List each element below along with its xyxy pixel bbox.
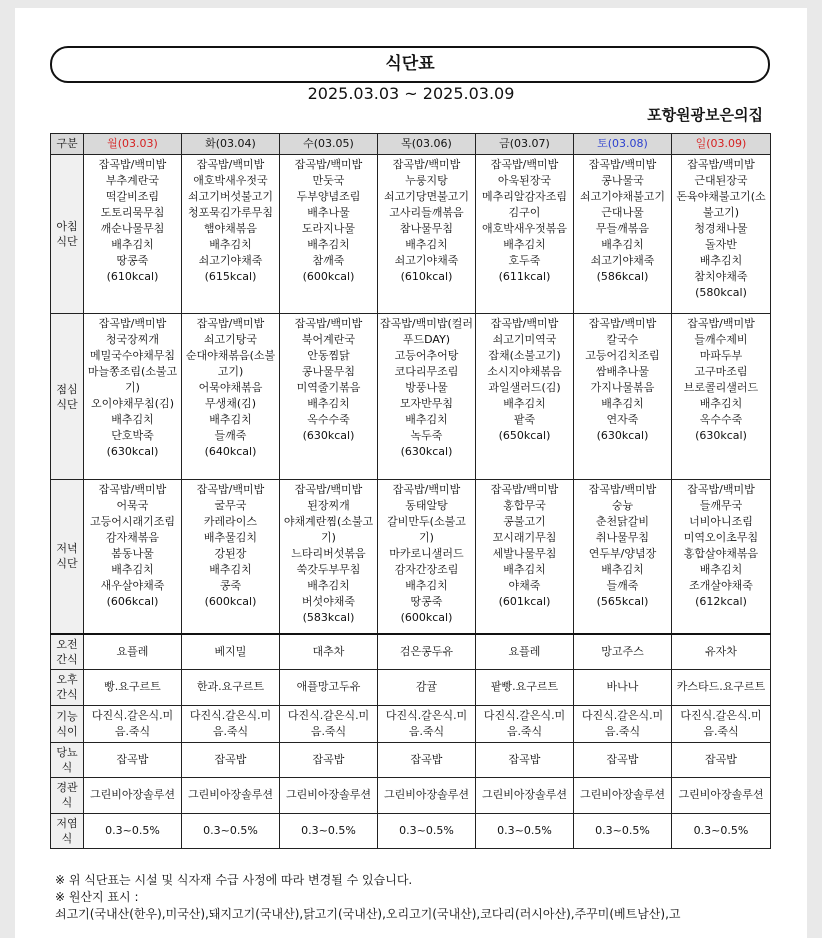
weekly-menu-table [50, 133, 771, 849]
menu-cell: 잡곡밥/백미밥 애호박새우젓국 쇠고기버섯불고기 청포묵김가루무침 햄야채볶음 배추김치 쇠고기야채죽 (615kcal) [182, 155, 280, 314]
menu-row-dinner [51, 480, 771, 634]
menu-cell: 잡곡밥 [280, 742, 378, 777]
menu-cell: 그린비아장솔루션 [280, 777, 378, 813]
row-label: 경관 식 [51, 777, 84, 813]
menu-cell: 0.3~0.5% [84, 813, 182, 848]
row-label: 오후 간식 [51, 669, 84, 705]
menu-cell: 잡곡밥/백미밥 만둣국 두부양념조림 배추나물 도라지나물 배추김치 참깨죽 (600kcal) [280, 155, 378, 314]
menu-cell: 다진식.갈은식.미음.죽식 [574, 705, 672, 742]
menu-cell: 다진식.갈은식.미음.죽식 [672, 705, 771, 742]
day-header-mon: 월(03.03) [84, 134, 182, 155]
menu-cell: 그린비아장솔루션 [672, 777, 771, 813]
day-header-sat: 토(03.08) [574, 134, 672, 155]
menu-cell: 잡곡밥 [574, 742, 672, 777]
menu-cell: 그린비아장솔루션 [378, 777, 476, 813]
menu-cell: 그린비아장솔루션 [182, 777, 280, 813]
menu-cell: 잡곡밥 [476, 742, 574, 777]
menu-cell: 그린비아장솔루션 [574, 777, 672, 813]
menu-cell: 요플레 [84, 634, 182, 670]
menu-cell: 잡곡밥/백미밥 숭늉 춘천닭갈비 취나물무침 연두부/양념장 배추김치 들깨죽 (565kcal) [574, 480, 672, 634]
menu-cell: 대추차 [280, 634, 378, 670]
menu-cell: 검은콩두유 [378, 634, 476, 670]
menu-cell: 바나나 [574, 669, 672, 705]
day-header-tue: 화(03.04) [182, 134, 280, 155]
row-label: 저염 식 [51, 813, 84, 848]
menu-cell: 그린비아장솔루션 [476, 777, 574, 813]
menu-cell: 잡곡밥/백미밥 쇠고기탕국 순대야채볶음(소불고기) 어묵야채볶음 무생채(김) 배추김치 들깨죽 (640kcal) [182, 314, 280, 480]
menu-cell: 베지밀 [182, 634, 280, 670]
menu-cell: 0.3~0.5% [280, 813, 378, 848]
menu-cell: 잡곡밥 [672, 742, 771, 777]
note-origin-heading: ※ 원산지 표시 : [55, 890, 139, 904]
menu-row-morning-snack [51, 634, 771, 670]
menu-cell: 잡곡밥/백미밥 북어계란국 안동찜닭 콩나물무침 미역줄기볶음 배추김치 옥수수죽 (630kcal) [280, 314, 378, 480]
menu-cell: 그린비아장솔루션 [84, 777, 182, 813]
menu-period: 2025.03.03 ~ 2025.03.09 [307, 84, 515, 103]
menu-cell: 잡곡밥/백미밥(컬러푸드DAY) 고등어추어탕 코다리무조림 방풍나물 모자반무침 배추김치 녹두죽 (630kcal) [378, 314, 476, 480]
menu-row-tube-feeding [51, 777, 771, 813]
menu-cell: 빵.요구르트 [84, 669, 182, 705]
menu-row-special-diet [51, 705, 771, 742]
menu-cell: 잡곡밥/백미밥 청국장찌개 메밀국수야채무침 마늘쫑조림(소불고기) 오이야채무침(김) 배추김치 단호박죽 (630kcal) [84, 314, 182, 480]
organization-name: 포항원광보은의집 [647, 106, 763, 124]
menu-cell: 망고주스 [574, 634, 672, 670]
menu-row-lunch [51, 314, 771, 480]
menu-cell: 잡곡밥/백미밥 들깨무국 너비아니조림 미역오이초무침 홍합살야채볶음 배추김치 조개살야채죽 (612kcal) [672, 480, 771, 634]
menu-cell: 카스타드.요구르트 [672, 669, 771, 705]
note-change-notice: ※ 위 식단표는 시설 및 식자재 수급 사정에 따라 변경될 수 있습니다. [55, 873, 413, 887]
day-header-sun: 일(03.09) [672, 134, 771, 155]
menu-document-page [15, 8, 807, 938]
row-label: 아침 식단 [51, 155, 84, 314]
menu-cell: 잡곡밥/백미밥 칼국수 고등어김치조림 쌈배추나물 가지나물볶음 배추김치 연자죽 (630kcal) [574, 314, 672, 480]
menu-cell: 잡곡밥/백미밥 홍합무국 콩불고기 꼬시래기무침 세발나물무침 배추김치 야채죽 (601kcal) [476, 480, 574, 634]
header-label: 구분 [51, 134, 84, 155]
menu-cell: 잡곡밥/백미밥 부추계란국 떡갈비조림 도토리묵무침 깨순나물무침 배추김치 땅콩죽 (610kcal) [84, 155, 182, 314]
menu-cell: 유자차 [672, 634, 771, 670]
menu-cell: 잡곡밥/백미밥 된장찌개 야채계란찜(소불고기) 느타리버섯볶음 쑥갓두부무침 배추김치 버섯야채죽 (583kcal) [280, 480, 378, 634]
notes-section [55, 872, 680, 923]
menu-cell: 0.3~0.5% [378, 813, 476, 848]
menu-cell: 0.3~0.5% [476, 813, 574, 848]
menu-row-afternoon-snack [51, 669, 771, 705]
table-header-row [51, 134, 771, 155]
menu-cell: 0.3~0.5% [672, 813, 771, 848]
menu-cell: 0.3~0.5% [182, 813, 280, 848]
menu-cell: 다진식.갈은식.미음.죽식 [476, 705, 574, 742]
row-label: 저녁 식단 [51, 480, 84, 634]
menu-cell: 잡곡밥/백미밥 동태알탕 갈비만두(소불고기) 마카로니샐러드 감자간장조림 배추김치 땅콩죽 (600kcal) [378, 480, 476, 634]
row-label: 오전 간식 [51, 634, 84, 670]
menu-cell: 애플망고두유 [280, 669, 378, 705]
menu-cell: 잡곡밥 [84, 742, 182, 777]
row-label: 당뇨 식 [51, 742, 84, 777]
menu-cell: 잡곡밥/백미밥 어묵국 고등어시래기조림 감자채볶음 봄동나물 배추김치 새우살야채죽 (606kcal) [84, 480, 182, 634]
menu-row-diabetic-diet [51, 742, 771, 777]
menu-cell: 다진식.갈은식.미음.죽식 [378, 705, 476, 742]
menu-cell: 잡곡밥/백미밥 쇠고기미역국 잡채(소불고기) 소시지야채볶음 과일샐러드(김) 배추김치 팥죽 (650kcal) [476, 314, 574, 480]
menu-cell: 한과.요구르트 [182, 669, 280, 705]
menu-cell: 잡곡밥/백미밥 굴무국 카레라이스 배추물김치 강된장 배추김치 콩죽 (600kcal) [182, 480, 280, 634]
day-header-thu: 목(03.06) [378, 134, 476, 155]
menu-cell: 0.3~0.5% [574, 813, 672, 848]
menu-row-low-salt-diet [51, 813, 771, 848]
row-label: 기능 식이 [51, 705, 84, 742]
menu-cell: 다진식.갈은식.미음.죽식 [182, 705, 280, 742]
menu-cell: 잡곡밥/백미밥 들깨수제비 마파두부 고구마조림 브로콜리샐러드 배추김치 옥수수죽 (630kcal) [672, 314, 771, 480]
menu-cell: 잡곡밥/백미밥 근대된장국 돈육야채불고기(소불고기) 청경채나물 돌자반 배추김치 참치야채죽 (580kcal) [672, 155, 771, 314]
day-header-wed: 수(03.05) [280, 134, 378, 155]
menu-row-breakfast [51, 155, 771, 314]
menu-cell: 잡곡밥 [378, 742, 476, 777]
menu-cell: 다진식.갈은식.미음.죽식 [280, 705, 378, 742]
menu-cell: 잡곡밥/백미밥 누룽지탕 쇠고기당면불고기 고사리들깨볶음 참나물무침 배추김치 쇠고기야채죽 (610kcal) [378, 155, 476, 314]
page-title: 식단표 [50, 46, 770, 83]
note-origin-detail: 쇠고기(국내산(한우),미국산),돼지고기(국내산),닭고기(국내산),오리고기(국내산),코다리(러시아산),주꾸미(베트남산),고 [55, 907, 681, 921]
menu-cell: 잡곡밥/백미밥 콩나물국 쇠고기야채불고기 근대나물 무들깨볶음 배추김치 쇠고기야채죽 (586kcal) [574, 155, 672, 314]
day-header-fri: 금(03.07) [476, 134, 574, 155]
menu-cell: 팥빵.요구르트 [476, 669, 574, 705]
menu-cell: 감귤 [378, 669, 476, 705]
menu-cell: 다진식.갈은식.미음.죽식 [84, 705, 182, 742]
menu-cell: 잡곡밥/백미밥 아욱된장국 메추리알감자조림 김구이 애호박새우젓볶음 배추김치 호두죽 (611kcal) [476, 155, 574, 314]
menu-cell: 요플레 [476, 634, 574, 670]
menu-cell: 잡곡밥 [182, 742, 280, 777]
row-label: 점심 식단 [51, 314, 84, 480]
